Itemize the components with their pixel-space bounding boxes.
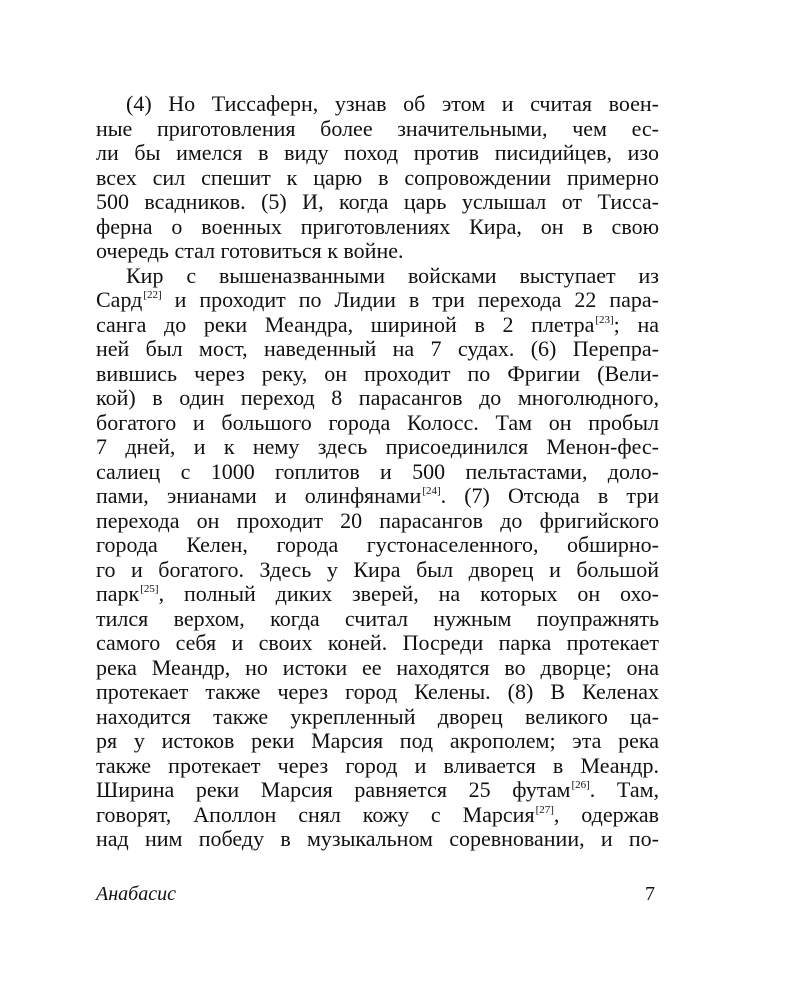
text-line: богатого и большого города Колосс. Там он пробыл — [96, 409, 659, 435]
text-line: также протекает через город и вливается в Меандр. — [96, 752, 659, 778]
text-run: Сард — [96, 287, 143, 312]
text-line: перехода он проходит 20 парасангов до фригийского — [96, 507, 659, 533]
paragraph-2 — [96, 264, 659, 852]
text-line: салиец с 1000 гоплитов и 500 пельтастами, доло- — [96, 458, 659, 484]
text-run: санга до реки Меандра, шириной в 2 плетра — [96, 311, 595, 337]
text-line: 7 дней, и к нему здесь присоединился Менон-фес- — [96, 434, 659, 459]
text-line: всех сил спешит к царю в сопровождении примерно — [96, 164, 659, 190]
footnote-ref-27[interactable]: [27] — [535, 803, 554, 816]
text-run: пами, энианами и олинфянами — [96, 483, 422, 508]
text-run: парк — [96, 581, 140, 606]
text-line: ные приготовления более значительными, чем ес- — [96, 115, 659, 141]
footnote-ref-24[interactable]: [24] — [422, 485, 441, 497]
text-line: кой) в один переход 8 парасангов до многолюдного, — [96, 385, 659, 410]
text-line: протекает также через город Келены. (8) В Келенах — [96, 679, 659, 704]
text-line: го и богатого. Здесь у Кира был дворец и большой — [96, 556, 659, 582]
page-body — [96, 92, 659, 852]
footnote-ref-25[interactable]: [25] — [140, 583, 159, 595]
text-run: , полный диких зверей, на которых он охо- — [158, 581, 659, 606]
text-line — [96, 582, 659, 607]
text-line: ней был мост, наведенный на 7 судах. (6) Перепра- — [96, 336, 659, 361]
footnote-ref-23[interactable]: [23] — [595, 313, 614, 326]
text-line: над ним победу в музыкальном соревновании, и по- — [96, 826, 659, 851]
text-line: находится также укрепленный дворец великого ца- — [96, 703, 659, 729]
text-line — [96, 778, 659, 803]
text-line: ферна о военных приготовлениях Кира, он в свою — [96, 213, 659, 239]
text-run: , одержав — [553, 801, 659, 827]
text-run: говорят, Аполлон снял кожу с Марсия — [96, 801, 535, 827]
text-line — [96, 288, 659, 313]
page-number: 7 — [645, 883, 655, 905]
text-line: (4) Но Тиссаферн, узнав об этом и считая воен- — [126, 91, 659, 116]
text-line: ли бы имелся в виду поход против писидийцев, изо — [96, 140, 659, 165]
text-run: Ширина реки Марсия равняется 25 футам — [96, 777, 571, 802]
text-run: . (7) Отсюда в три — [440, 483, 659, 508]
text-run: и проходит по Лидии в три перехода 22 пара- — [161, 287, 659, 312]
text-line: очередь стал готовиться к войне. — [96, 238, 404, 263]
text-run: . Там, — [589, 777, 659, 802]
text-line: города Келен, города густонаселенного, обширно- — [96, 532, 659, 557]
text-line: тился верхом, когда считал нужным поупражнять — [96, 605, 659, 631]
footnote-ref-22[interactable]: [22] — [143, 289, 162, 301]
text-line: ря у истоков реки Марсия под акрополем; эта река — [96, 728, 659, 753]
text-line — [96, 313, 659, 338]
text-line: река Меандр, но истоки ее находятся во дворце; она — [96, 654, 659, 680]
text-line: самого себя и своих коней. Посреди парка протекает — [96, 630, 659, 655]
text-line: Кир с вышеназванными войсками выступает из — [126, 262, 659, 288]
text-line: вившись через реку, он проходит по Фригии (Вели- — [96, 360, 659, 386]
text-run: ; на — [613, 311, 659, 337]
running-title: Анабасис — [96, 883, 176, 905]
text-line — [96, 803, 659, 828]
page-footer — [96, 883, 659, 909]
paragraph-1 — [96, 92, 659, 264]
text-line — [96, 484, 659, 509]
footnote-ref-26[interactable]: [26] — [571, 779, 590, 791]
text-line: 500 всадников. (5) И, когда царь услышал от Тисса- — [96, 189, 659, 214]
